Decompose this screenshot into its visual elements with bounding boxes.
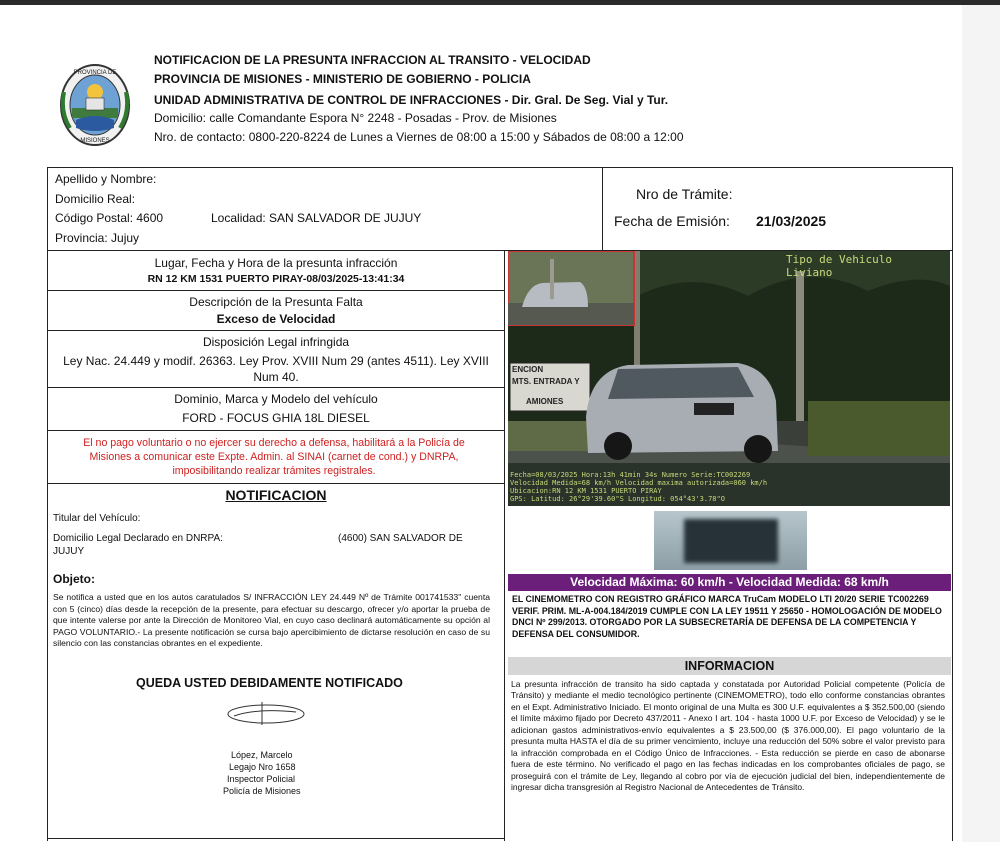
- notificacion-title: NOTIFICACION: [225, 487, 327, 503]
- divider: [47, 430, 504, 431]
- address-label: Domicilio Real:: [55, 192, 136, 206]
- objeto-label: Objeto:: [53, 572, 95, 586]
- law-value: Ley Nac. 24.449 y modif. 26363. Ley Prov. XVIII Num 29 (antes 4511). Ley XVIII Num 40.: [63, 354, 489, 384]
- header-contact: Nro. de contacto: 0800-220-8224 de Lunes a Viernes de 08:00 a 15:00 y Sábados de 08:00 a 12:00: [154, 130, 684, 144]
- domicilio-label: Domicilio Legal Declarado en DNRPA:: [53, 533, 223, 544]
- province: Provincia: Jujuy: [55, 231, 140, 245]
- place-value: RN 12 KM 1531 PUERTO PIRAY-08/03/2025-13:41:34: [147, 273, 405, 285]
- name-label: Apellido y Nombre:: [55, 172, 157, 186]
- camera-data-line-4: GPS: Latitud: 26°29'39.60"S Longitud: 054°43'3.78"O: [510, 495, 725, 503]
- province-seal-logo: [58, 62, 132, 148]
- divider: [47, 838, 504, 839]
- vehicle-type-label: Tipo de Vehiculo: [786, 253, 892, 266]
- svg-text:MISIONES: MISIONES: [80, 138, 110, 144]
- postal-code: Código Postal: 4600: [55, 211, 164, 225]
- camera-data-line-2: Velocidad Medida=68 km/h Velocidad maxima autorizada=060 km/h: [510, 479, 768, 487]
- signer-legajo: Legajo Nro 1658: [229, 762, 296, 772]
- vehicle-label: Dominio, Marca y Modelo del vehículo: [174, 392, 378, 406]
- divider: [504, 250, 505, 841]
- license-plate-closeup: [654, 511, 807, 570]
- domicilio-value-2: JUJUY: [53, 546, 85, 557]
- vehicle-value: FORD - FOCUS GHIA 18L DIESEL: [182, 411, 370, 425]
- plate-redaction: [684, 519, 778, 563]
- road-sign-text-1: ENCION: [512, 365, 544, 374]
- divider: [602, 167, 603, 250]
- vehicle-type-value: Liviano: [786, 266, 833, 279]
- speed-bar: Velocidad Máxima: 60 km/h - Velocidad Medida: 68 km/h: [508, 574, 951, 591]
- signature: [226, 700, 306, 726]
- informacion-text: La presunta infracción de transito ha sido captada y constatada por Autoridad Policial competente (Policía de Tránsito) y mediante el medio tecnológico pertinente (CINEMOMETRO), todo ello conforme constancias obrantes en el Expt. Administrativo Iniciado. El monto original de una Multa es 300 U.F. equivalentes a $ 352.500,00 (siendo el límite máximo fijado por Decreto 437/2011 - Anexo I art. 104 - hasta 1000 U.F. por Exceso de Velocidad) y se le adicionan gastos administrativos-envío equivalentes a $ 23.500,00 ($ 376.000,00). El pago voluntario de la presunta multa HASTA el día de su primer vencimiento, incluye una reducción del 50% sobre el valor previsto para la infracción comprobada en el Código Único de Infracciones. - Esta reducción se pierde en caso de abonarse fuera de este término. No verificado el pago en las fechas indicadas en los comprobantes oficiales de pago, se proseguirá con el trámite de Ley, llegando al cobro por vía de ejecución judicial del bien, independientemente de ingresar dicha transgresión al Registro Nacional de Antecedentes de Tránsito.: [511, 679, 945, 793]
- titular-label: Titular del Vehículo:: [53, 513, 141, 524]
- signer-role: Inspector Policial: [227, 774, 296, 784]
- emission-date-value: 21/03/2025: [756, 213, 827, 229]
- emission-date-label: Fecha de Emisión:: [614, 213, 730, 229]
- road-sign-text-3: AMIONES: [526, 397, 564, 406]
- divider: [47, 290, 504, 291]
- svg-text:PROVINCIA DE: PROVINCIA DE: [73, 70, 117, 76]
- speed-camera-photo: [508, 251, 950, 506]
- camera-data-line-3: Ubicacion:RN 12 KM 1531 PUERTO PIRAY: [510, 487, 662, 495]
- camera-data-line-1: Fecha=08/03/2025 Hora:13h 41min 34s Numero Serie:TC002269: [510, 471, 751, 479]
- cinemometro-text: EL CINEMOMETRO CON REGISTRO GRÁFICO MARCA TruCam MODELO LTI 20/20 SERIE TC002269 VERIF. PRIM. ML-A-004.184/2019 CUMPLE CON LA LEY 19511 Y 25650 - HOMOLOGACIÓN DE MODELO DNCI Nº 299/2013. OTORGADO POR LA SUBSECRETARÍA DE DEFENSA DE LA COMPETENCIA Y DEFENSA DEL CONSUMIDOR.: [512, 594, 942, 639]
- warning-text: El no pago voluntario o no ejercer su derecho a defensa, habilitará a la Policía de Misiones a comunicar este Expte. Admin. al SINAI (carnet de cond.) y DNRPA, imposibilitando realizar trámites registrales.: [83, 437, 465, 477]
- description-label: Descripción de la Presunta Falta: [189, 295, 363, 309]
- header-title: NOTIFICACION DE LA PRESUNTA INFRACCION AL TRANSITO - VELOCIDAD: [154, 53, 591, 67]
- locality: Localidad: SAN SALVADOR DE JUJUY: [211, 211, 422, 225]
- divider: [47, 483, 504, 484]
- objeto-text: Se notifica a usted que en los autos caratulados S/ INFRACCIÓN LEY 24.449 Nº de Trámite 001741533" cuenta con 5 (cinco) días desde la recepción de la presente, para efectuar su descargo, ofrecer y/o aportar la prueba de que intente valerse por ante la Dirección de Monitoreo Vial, en cuyo caso declinará automáticamente su opción al PAGO VOLUNTARIO.- La presente notificación se cursa bajo apercibimiento de dictarse resolución en caso de su silencio con las constancias obrantes en el expediente.: [53, 592, 490, 648]
- divider: [47, 330, 504, 331]
- place-label: Lugar, Fecha y Hora de la presunta infracción: [154, 256, 398, 270]
- notified-statement: QUEDA USTED DEBIDAMENTE NOTIFICADO: [136, 676, 403, 690]
- header-unit: UNIDAD ADMINISTRATIVA DE CONTROL DE INFRACCIONES - Dir. Gral. De Seg. Vial y Tur.: [154, 93, 669, 107]
- header-address: Domicilio: calle Comandante Espora N° 2248 - Posadas - Prov. de Misiones: [154, 111, 557, 125]
- informacion-title: INFORMACION: [508, 657, 951, 675]
- description-value: Exceso de Velocidad: [216, 312, 336, 326]
- top-bar: [0, 0, 1000, 5]
- signer-name: López, Marcelo: [231, 750, 293, 760]
- header-province: PROVINCIA DE MISIONES - MINISTERIO DE GOBIERNO - POLICIA: [154, 72, 531, 86]
- signer-organization: Policía de Misiones: [223, 786, 301, 796]
- scrollbar[interactable]: [962, 5, 1000, 842]
- tramite-number-label: Nro de Trámite:: [636, 186, 733, 202]
- road-sign-text-2: MTS. ENTRADA Y: [512, 377, 580, 386]
- law-label: Disposición Legal infringida: [202, 335, 350, 349]
- domicilio-value: (4600) SAN SALVADOR DE: [338, 533, 463, 544]
- divider: [47, 387, 504, 388]
